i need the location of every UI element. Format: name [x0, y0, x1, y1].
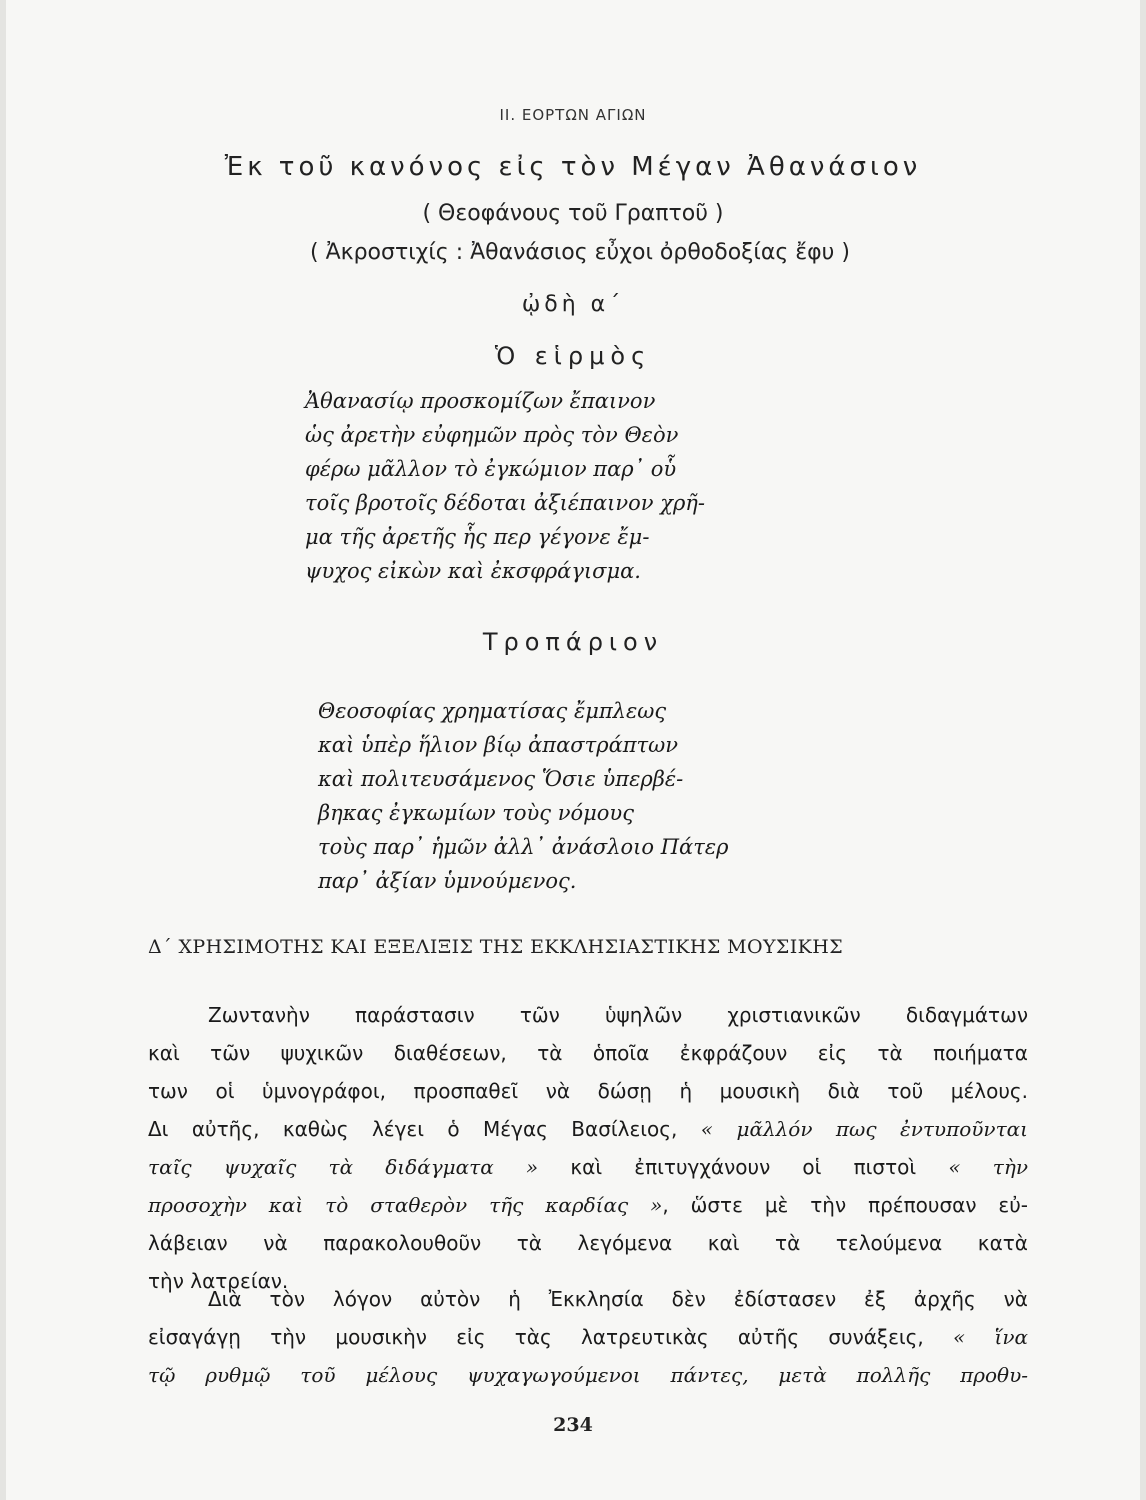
quote-run: προσοχὴν καὶ τὸ σταθερὸν τῆς καρδίας »: [148, 1193, 663, 1217]
verse-line: φέρω μᾶλλον τὸ ἐγκώμιον παρ᾽ οὗ: [305, 457, 677, 481]
hymn-author: ( Θεοφάνους τοῦ Γραπτοῦ ): [422, 201, 724, 226]
troparion-verses: [318, 694, 728, 898]
page-number: 234: [553, 1414, 593, 1436]
troparion-heading: Τροπάριον: [482, 628, 664, 656]
paragraph-line: καὶ τῶν ψυχικῶν διαθέσεων, τὰ ὁποῖα ἐκφράζουν εἰς τὰ ποιήματα: [148, 1041, 1028, 1065]
text-run: , ὥστε μὲ τὴν πρέπουσαν εὐ-: [662, 1193, 1029, 1217]
verse-line: παρ᾽ ἀξίαν ὑμνούμενος.: [318, 869, 577, 893]
quote-run: « ἵνα: [953, 1325, 1029, 1349]
text-run: καὶ ἐπιτυγχάνουν οἱ πιστοὶ: [538, 1155, 949, 1179]
verse-line: Θεοσοφίας χρηματίσας ἔμπλεως: [318, 699, 667, 723]
quote-run: « μᾶλλόν πως ἐντυποῦνται: [700, 1117, 1028, 1141]
verse-line: τοὺς παρ᾽ ἡμῶν ἀλλ᾽ ἀνάσλοιο Πάτερ: [318, 835, 729, 859]
quote-run: ταῖς ψυχαῖς τὰ διδάγματα »: [148, 1155, 539, 1179]
verse-line: ὡς ἀρετὴν εὐφημῶν πρὸς τὸν Θεὸν: [305, 423, 679, 447]
paragraph-line: των οἱ ὑμνογράφοι, προσπαθεῖ νὰ δώσῃ ἡ μουσικὴ διὰ τοῦ μέλους.: [148, 1079, 1028, 1103]
ode-heading: ᾠδὴ α΄: [521, 292, 625, 317]
paragraph-line: τῷ ρυθμῷ τοῦ μέλους ψυχαγωγούμενοι πάντες, μετὰ πολλῆς προθυ-: [148, 1363, 1028, 1387]
paragraph-line: λάβειαν νὰ παρακολουθοῦν τὰ λεγόμενα καὶ τὰ τελούμενα κατὰ: [148, 1231, 1028, 1255]
paragraph-line: [148, 1110, 1028, 1148]
heirmos-heading: Ὁ εἱρμὸς: [494, 342, 652, 370]
running-head: II. ΕΟΡΤΩΝ ΑΓΙΩΝ: [499, 106, 647, 124]
hymn-acrostic: ( Ἀκροστιχίς : Ἀθανάσιος εὖχοι ὀρθοδοξίας ἔφυ ): [310, 240, 850, 265]
quote-run: « τὴν: [948, 1155, 1028, 1179]
section-title: Δ΄ ΧΡΗΣΙΜΟΤΗΣ ΚΑΙ ΕΞΕΛΙΞΙΣ ΤΗΣ ΕΚΚΛΗΣΙΑΣΤΙΚΗΣ ΜΟΥΣΙΚΗΣ: [148, 936, 844, 958]
paragraph-line: τὴν λατρείαν.: [148, 1269, 289, 1293]
verse-line: Ἀθανασίῳ προσκομίζων ἔπαινον: [305, 389, 656, 413]
text-run: εἰσαγάγῃ τὴν μουσικὴν εἰς τὰς λατρευτικὰς αὐτῆς συνάξεις,: [148, 1325, 954, 1349]
paragraph-line: Διὰ τὸν λόγον αὐτὸν ἡ Ἐκκλησία δὲν ἐδίστασεν ἐξ ἀρχῆς νὰ: [208, 1287, 1028, 1311]
verse-line: βηκας ἐγκωμίων τοὺς νόμους: [318, 801, 634, 825]
text-run: Δι αὐτῆς, καθὼς λέγει ὁ Μέγας Βασίλειος,: [148, 1117, 701, 1141]
paragraph-line: [148, 1318, 1028, 1356]
verse-line: καὶ ὑπὲρ ἥλιον βίῳ ἀπαστράπτων: [318, 733, 679, 757]
verse-line: καὶ πολιτευσάμενος Ὅσιε ὑπερβέ-: [318, 767, 684, 791]
verse-line: τοῖς βροτοῖς δέδοται ἀξιέπαινον χρῆ-: [305, 491, 705, 515]
paragraph-line: Ζωντανὴν παράστασιν τῶν ὑψηλῶν χριστιανικῶν διδαγμάτων: [208, 1003, 1028, 1027]
hymn-title: Ἐκ τοῦ κανόνος εἰς τὸν Μέγαν Ἀθανάσιον: [224, 152, 922, 182]
paragraph-2: [148, 1280, 1028, 1394]
paragraph-line: [148, 1148, 1028, 1186]
verse-line: ψυχος εἰκὼν καὶ ἐκσφράγισμα.: [305, 559, 641, 583]
verse-line: μα τῆς ἀρετῆς ἧς περ γέγονε ἔμ-: [305, 525, 650, 549]
heirmos-verses: [305, 384, 705, 588]
paragraph-line: [148, 1186, 1028, 1224]
paragraph-1: [148, 996, 1028, 1300]
